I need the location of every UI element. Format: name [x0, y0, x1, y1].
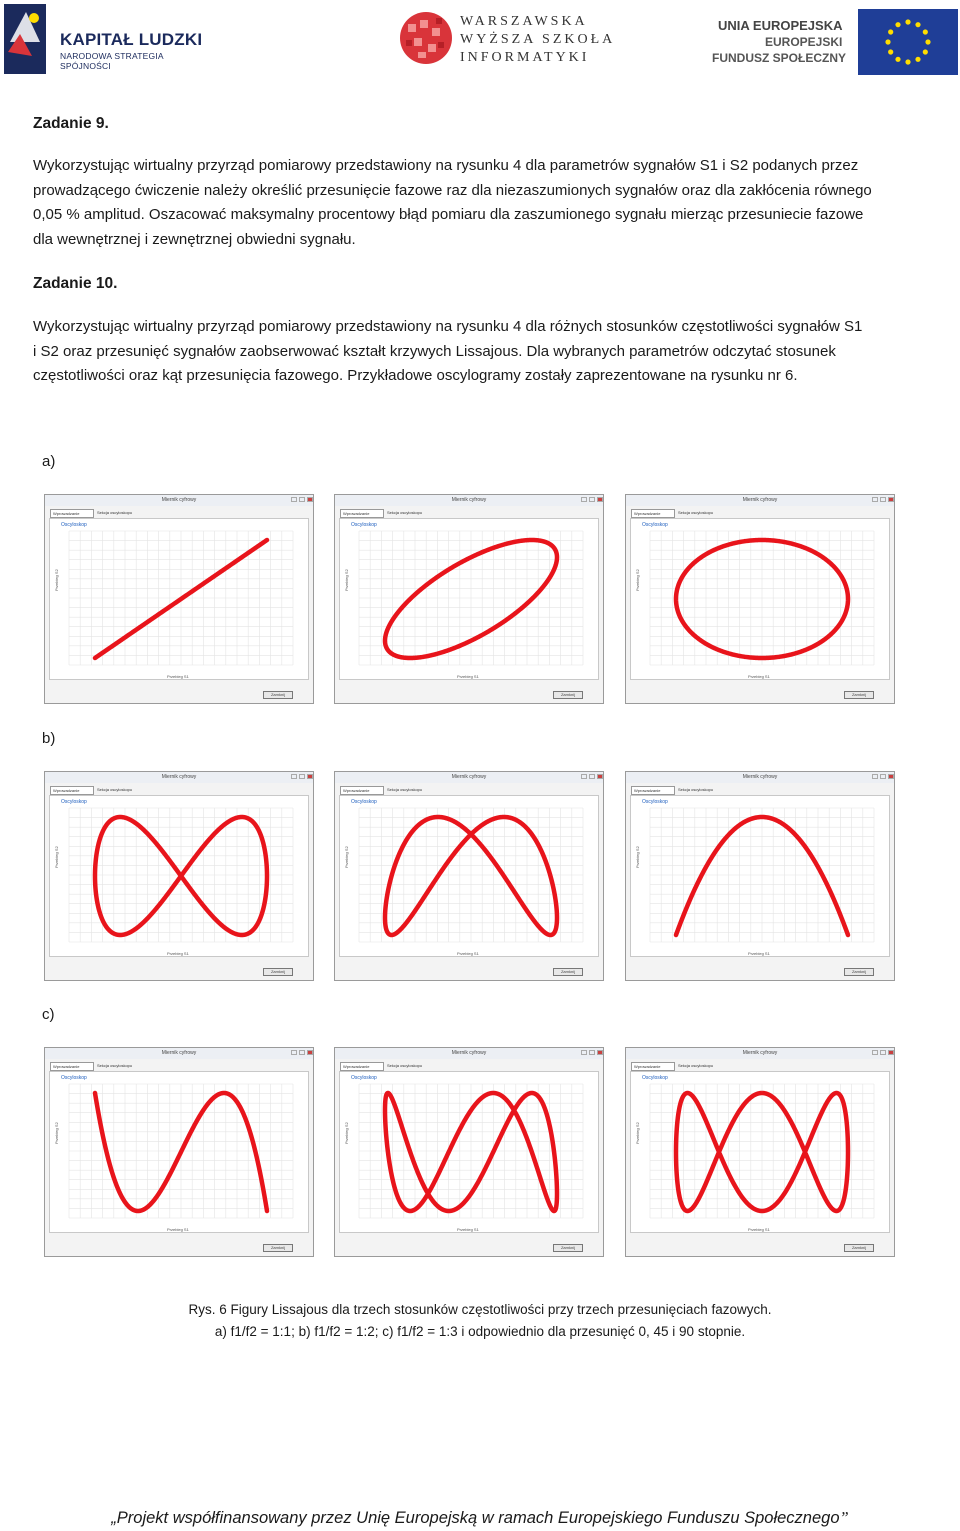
wwsi-name-line1: WARSZAWSKA [460, 14, 588, 29]
lissajous-plot [65, 1082, 297, 1224]
kapital-ludzki-subtitle: NARODOWA STRATEGIA SPÓJNOŚCI [60, 51, 164, 71]
task10-title: Zadanie 10. [33, 275, 118, 292]
close-icon[interactable] [597, 497, 603, 502]
y-axis-label: Przebieg S2 [54, 1122, 59, 1144]
maximize-icon[interactable] [589, 1050, 595, 1055]
y-axis-label: Przebieg S2 [54, 846, 59, 868]
oscilloscope-panel-title: Oscyloskop [351, 522, 377, 528]
oscilloscope-panel-title: Oscyloskop [351, 1075, 377, 1081]
lissajous-plot [646, 529, 878, 671]
close-button[interactable]: Zamknij [553, 968, 583, 976]
row-label-c: c) [42, 1006, 55, 1023]
x-axis-label: Przebieg S1 [748, 1227, 770, 1232]
eu-star-icon [923, 29, 928, 34]
close-icon[interactable] [597, 774, 603, 779]
oscilloscope-window [625, 494, 895, 704]
close-icon[interactable] [597, 1050, 603, 1055]
oscilloscope-panel-title: Oscyloskop [61, 1075, 87, 1081]
minimize-icon[interactable] [291, 1050, 297, 1055]
maximize-icon[interactable] [880, 497, 886, 502]
close-button[interactable]: Zamknij [263, 691, 293, 699]
eu-logo-line3: FUNDUSZ SPOŁECZNY [712, 51, 847, 65]
close-icon[interactable] [888, 497, 894, 502]
y-axis-label: Przebieg S2 [635, 1122, 640, 1144]
tab-signal-input[interactable]: Wprowadzanie [340, 786, 384, 795]
window-titlebar [626, 1048, 894, 1059]
kapital-ludzki-logo [0, 0, 215, 78]
tab-signal-input[interactable]: Wprowadzanie [631, 786, 675, 795]
row-label-b: b) [42, 730, 56, 747]
lissajous-plot [355, 806, 587, 948]
tab-signal-input[interactable]: Wprowadzanie [340, 509, 384, 518]
y-axis-label: Przebieg S2 [635, 569, 640, 591]
plot-grid [650, 808, 874, 942]
task10-text [33, 315, 906, 389]
eu-star-icon [895, 22, 900, 27]
window-titlebar [335, 1048, 603, 1059]
eu-star-icon [888, 29, 893, 34]
oscilloscope-panel-title: Oscyloskop [351, 799, 377, 805]
close-icon[interactable] [307, 774, 313, 779]
task10-line: częstotliwości oraz kąt przesunięcia fazowego. Przykładowe oscylogramy zostały zaprezentowane na rysunku nr 6. [33, 367, 798, 384]
eu-logo-line2: EUROPEJSKI [765, 35, 843, 49]
x-axis-label: Przebieg S1 [457, 951, 479, 956]
oscilloscope-window [334, 494, 604, 704]
wwsi-name-line2: WYŻSZA SZKOŁA [460, 32, 616, 47]
oscilloscope-window [44, 771, 314, 981]
footer-close-quote: ” [839, 1508, 849, 1527]
close-icon[interactable] [888, 1050, 894, 1055]
eu-star-icon [915, 57, 920, 62]
eu-star-icon [885, 39, 890, 44]
tab-signal-input[interactable]: Wprowadzanie [631, 1062, 675, 1071]
window-titlebar [45, 1048, 313, 1059]
window-title: Miernik cyfrowy [161, 1050, 197, 1056]
window-titlebar [335, 495, 603, 506]
close-button[interactable]: Zamknij [263, 1244, 293, 1252]
eu-star-icon [925, 39, 930, 44]
lissajous-plot [646, 806, 878, 948]
minimize-icon[interactable] [291, 497, 297, 502]
maximize-icon[interactable] [299, 497, 305, 502]
plot-grid [650, 1084, 874, 1218]
x-axis-label: Przebieg S1 [748, 951, 770, 956]
x-axis-label: Przebieg S1 [457, 674, 479, 679]
task9-text [33, 154, 906, 252]
figure-caption [0, 1299, 960, 1343]
eu-star-icon [895, 57, 900, 62]
window-titlebar [45, 495, 313, 506]
task9-line: Wykorzystując wirtualny przyrząd pomiarowy przedstawiony na rysunku 4 dla parametrów sygnałów S1 i S2 podanych przez [33, 157, 859, 174]
lissajous-plot [355, 1082, 587, 1224]
window-title: Miernik cyfrowy [451, 1050, 487, 1056]
maximize-icon[interactable] [299, 1050, 305, 1055]
tab-oscilloscope[interactable]: Sekcja oscyloskopu [97, 787, 133, 792]
oscilloscope-panel-title: Oscyloskop [61, 522, 87, 528]
tab-signal-input[interactable]: Wprowadzanie [340, 1062, 384, 1071]
maximize-icon[interactable] [299, 774, 305, 779]
close-icon[interactable] [307, 497, 313, 502]
kapital-ludzki-flag-icon [4, 4, 46, 74]
oscilloscope-panel-title: Oscyloskop [642, 522, 668, 528]
lissajous-plot [355, 529, 587, 671]
minimize-icon[interactable] [581, 497, 587, 502]
window-titlebar [335, 772, 603, 783]
row-label-a: a) [42, 453, 56, 470]
task10-line: i S2 oraz przesunięć sygnałów zaobserwować kształt krzywych Lissajous. Dla wybranych parametrów odczytać stosunek [33, 342, 836, 360]
eu-flag-icon [858, 9, 958, 75]
eu-star-icon [923, 49, 928, 54]
minimize-icon[interactable] [872, 774, 878, 779]
tab-signal-input[interactable]: Wprowadzanie [50, 509, 94, 518]
tab-oscilloscope[interactable]: Sekcja oscyloskopu [387, 787, 423, 792]
y-axis-label: Przebieg S2 [635, 846, 640, 868]
tab-oscilloscope[interactable]: Sekcja oscyloskopu [387, 1063, 423, 1068]
footer-note [0, 1508, 960, 1528]
window-title: Miernik cyfrowy [161, 774, 197, 780]
oscilloscope-panel-title: Oscyloskop [642, 799, 668, 805]
close-button[interactable]: Zamknij [553, 691, 583, 699]
plot-grid [650, 531, 874, 665]
task9-line: dla wewnętrznej i zewnętrznej obwiedni sygnału. [33, 230, 356, 248]
oscilloscope-window [625, 1047, 895, 1257]
oscilloscope-window [334, 771, 604, 981]
close-button[interactable]: Zamknij [844, 691, 874, 699]
task9-title: Zadanie 9. [33, 115, 109, 132]
minimize-icon[interactable] [872, 497, 878, 502]
maximize-icon[interactable] [589, 497, 595, 502]
close-button[interactable]: Zamknij [844, 1244, 874, 1252]
oscilloscope-window [625, 771, 895, 981]
tab-oscilloscope[interactable]: Sekcja oscyloskopu [97, 1063, 133, 1068]
y-axis-label: Przebieg S2 [344, 846, 349, 868]
task10-line: Wykorzystując wirtualny przyrząd pomiarowy przedstawiony na rysunku 4 dla różnych stosunków częstotliwości sygnałów S1 [33, 318, 863, 335]
caption-line2: a) f1/f2 = 1:1; b) f1/f2 = 1:2; c) f1/f2 = 1:3 i odpowiednio dla przesunięć 0, 45 i 90 stopnie. [214, 1324, 746, 1339]
footer-text: „Projekt współfinansowany przez Unię Europejską w ramach Europejskiego Funduszu Społecznego [111, 1509, 840, 1527]
x-axis-label: Przebieg S1 [167, 1227, 189, 1232]
window-title: Miernik cyfrowy [742, 497, 778, 503]
y-axis-label: Przebieg S2 [344, 569, 349, 591]
minimize-icon[interactable] [581, 1050, 587, 1055]
x-axis-label: Przebieg S1 [457, 1227, 479, 1232]
window-title: Miernik cyfrowy [742, 774, 778, 780]
close-icon[interactable] [307, 1050, 313, 1055]
close-button[interactable]: Zamknij [844, 968, 874, 976]
window-title: Miernik cyfrowy [451, 497, 487, 503]
eu-star-icon [905, 19, 910, 24]
minimize-icon[interactable] [291, 774, 297, 779]
tab-signal-input[interactable]: Wprowadzanie [631, 509, 675, 518]
oscilloscope-panel-title: Oscyloskop [642, 1075, 668, 1081]
eu-star-icon [888, 49, 893, 54]
y-axis-label: Przebieg S2 [54, 569, 59, 591]
close-button[interactable]: Zamknij [263, 968, 293, 976]
eu-star-icon [915, 22, 920, 27]
wwsi-logo-mark-icon [398, 10, 454, 66]
tab-signal-input[interactable]: Wprowadzanie [50, 786, 94, 795]
task9-line: prowadzącego ćwiczenie należy określić przesunięcie fazowe raz dla niezaszumionych sygnałów oraz dla zakłócenia równego [33, 181, 872, 199]
y-axis-label: Przebieg S2 [344, 1122, 349, 1144]
lissajous-plot [65, 529, 297, 671]
maximize-icon[interactable] [880, 774, 886, 779]
minimize-icon[interactable] [581, 774, 587, 779]
oscilloscope-window [334, 1047, 604, 1257]
window-title: Miernik cyfrowy [742, 1050, 778, 1056]
window-titlebar [626, 495, 894, 506]
minimize-icon[interactable] [872, 1050, 878, 1055]
window-title: Miernik cyfrowy [161, 497, 197, 503]
wwsi-name-line3: INFORMATYKI [460, 50, 590, 65]
x-axis-label: Przebieg S1 [748, 674, 770, 679]
tab-signal-input[interactable]: Wprowadzanie [50, 1062, 94, 1071]
eu-logo-line1: UNIA EUROPEJSKA [718, 18, 843, 33]
close-icon[interactable] [888, 774, 894, 779]
oscilloscope-panel-title: Oscyloskop [61, 799, 87, 805]
oscilloscope-window [44, 494, 314, 704]
lissajous-plot [646, 1082, 878, 1224]
close-button[interactable]: Zamknij [553, 1244, 583, 1252]
tab-oscilloscope[interactable]: Sekcja oscyloskopu [678, 1063, 714, 1068]
tab-oscilloscope[interactable]: Sekcja oscyloskopu [678, 787, 714, 792]
tab-oscilloscope[interactable]: Sekcja oscyloskopu [97, 510, 133, 515]
maximize-icon[interactable] [589, 774, 595, 779]
maximize-icon[interactable] [880, 1050, 886, 1055]
kapital-ludzki-title: KAPITAŁ LUDZKI [60, 30, 203, 49]
x-axis-label: Przebieg S1 [167, 674, 189, 679]
eu-star-icon [905, 59, 910, 64]
window-titlebar [45, 772, 313, 783]
window-title: Miernik cyfrowy [451, 774, 487, 780]
x-axis-label: Przebieg S1 [167, 951, 189, 956]
oscilloscope-window [44, 1047, 314, 1257]
tab-oscilloscope[interactable]: Sekcja oscyloskopu [387, 510, 423, 515]
task9-line: 0,05 % amplitud. Oszacować maksymalny procentowy błąd pomiaru dla zaszumionego sygnału mierząc przesuniecie fazowe [33, 206, 864, 223]
window-titlebar [626, 772, 894, 783]
lissajous-plot [65, 806, 297, 948]
tab-oscilloscope[interactable]: Sekcja oscyloskopu [678, 510, 714, 515]
plot-grid [359, 531, 583, 665]
caption-line1: Rys. 6 Figury Lissajous dla trzech stosunków częstotliwości przy trzech przesunięciach fazowych. [188, 1302, 772, 1317]
